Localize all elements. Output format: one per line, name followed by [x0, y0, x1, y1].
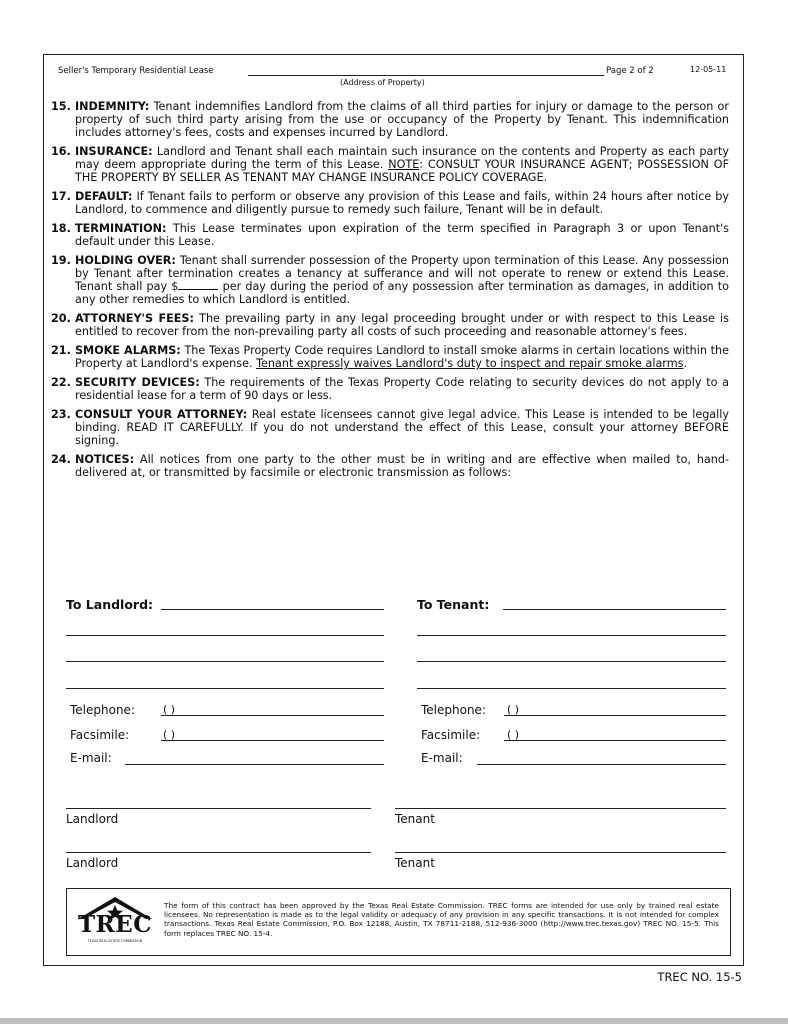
tenant-signature-label-2: Tenant	[395, 856, 435, 870]
paragraph-number: 23.	[51, 408, 71, 421]
form-number: TREC NO. 15-5	[657, 970, 742, 984]
tenant-email-field[interactable]	[477, 764, 726, 765]
paragraph-heading: NOTICES:	[75, 453, 135, 466]
landlord-telephone-label: Telephone:	[70, 703, 135, 717]
landlord-facsimile-area: ( )	[163, 728, 176, 741]
paragraph-text: This Lease terminates upon expiration of the term specified in Paragraph 3 or upon Tenant's default under this Lease.	[75, 222, 729, 248]
tenant-signature-label-1: Tenant	[395, 812, 435, 826]
tenant-signature-line-2[interactable]	[395, 852, 726, 853]
tenant-email-label: E-mail:	[421, 751, 463, 765]
landlord-signature-label-1: Landlord	[66, 812, 119, 826]
tenant-address-line-1[interactable]	[417, 635, 726, 636]
page-header	[58, 66, 730, 90]
paragraph-text: Real estate licensees cannot give legal advice. This Lease is intended to be legally binding. READ IT CAREFULLY. If you do not understand the effect of this Lease, consult your attorney BEFORE signing.	[75, 408, 729, 447]
tenant-signature-line-1[interactable]	[395, 808, 726, 809]
form-date: 12-05-11	[690, 65, 727, 74]
paragraph-heading: SMOKE ALARMS:	[75, 344, 181, 357]
viewer-bottom-bar	[0, 1018, 788, 1024]
landlord-address-line-3[interactable]	[66, 688, 384, 689]
trec-footer-box	[66, 888, 731, 956]
landlord-facsimile-label: Facsimile:	[70, 728, 130, 742]
landlord-telephone-field[interactable]	[161, 715, 384, 716]
property-address-line[interactable]	[248, 75, 604, 76]
paragraph-heading: INSURANCE:	[75, 145, 153, 158]
tenant-telephone-label: Telephone:	[421, 703, 486, 717]
holdover-amount-field[interactable]	[178, 280, 218, 290]
paragraph-text: Tenant indemnifies Landlord from the claims of all third parties for injury or damage to the person or property of such third party arising from the use or occupancy of the Property by Tenant. This indemnification includes attorney's fees, costs and expenses incurred by Landlord.	[75, 100, 729, 139]
paragraph-text: The requirements of the Texas Property Code relating to security devices do not apply to a residential lease for a term of 90 days or less.	[75, 376, 729, 402]
trec-disclaimer: The form of this contract has been approved by the Texas Real Estate Commission. TREC forms are intended for use only by trained real estate licensees. No representation is made as to the legal validity or adequacy of any provision in any specific transactions. It is not intended for complex transactions. Texas Real Estate Commission, P.O. Box 12188, Austin, TX 78711-2188, 512-936-3000 (http://www.trec.texas.gov) TREC NO. 15-5. This form replaces TREC NO. 15-4.	[164, 901, 719, 938]
landlord-signature-line-1[interactable]	[66, 808, 371, 809]
paragraph-number: 15.	[51, 100, 71, 113]
paragraph-text: If Tenant fails to perform or observe any provision of this Lease and fails, within 24 hours after notice by Landlord, to commence and diligently pursue to remedy such failure, Tenant will be in default.	[75, 190, 729, 216]
tenant-facsimile-label: Facsimile:	[421, 728, 481, 742]
paragraph-heading: DEFAULT:	[75, 190, 133, 203]
to-tenant-label: To Tenant:	[417, 597, 490, 612]
tenant-facsimile-area: ( )	[507, 728, 520, 741]
address-caption: (Address of Property)	[340, 78, 425, 87]
page-number: Page 2 of 2	[606, 66, 654, 76]
paragraph-number: 16.	[51, 145, 71, 158]
landlord-signature-label-2: Landlord	[66, 856, 119, 870]
tenant-telephone-field[interactable]	[504, 715, 726, 716]
landlord-email-field[interactable]	[125, 764, 384, 765]
paragraph-heading: SECURITY DEVICES:	[75, 376, 200, 389]
tenant-facsimile-field[interactable]	[504, 740, 726, 741]
landlord-address-line-1[interactable]	[66, 635, 384, 636]
trec-logo-subtitle: TEXAS REAL ESTATE COMMISSION	[87, 939, 143, 943]
tenant-address-line-2[interactable]	[417, 661, 726, 662]
paragraph-text: The prevailing party in any legal proceeding brought under or with respect to this Lease is entitled to recover from the non-prevailing party all costs of such proceeding and reasonable attorney's fees.	[75, 312, 729, 338]
landlord-address-line-2[interactable]	[66, 661, 384, 662]
paragraph-attorneys-fees	[51, 312, 729, 338]
paragraph-insurance	[51, 145, 729, 184]
tenant-telephone-area: ( )	[507, 703, 520, 716]
to-landlord-label: To Landlord:	[66, 597, 154, 612]
paragraph-heading: ATTORNEY'S FEES:	[75, 312, 194, 325]
paragraph-notices	[51, 453, 729, 479]
paragraph-smoke-alarms	[51, 344, 729, 370]
paragraph-number: 24.	[51, 453, 71, 466]
paragraph-indemnity	[51, 100, 729, 139]
paragraph-number: 22.	[51, 376, 71, 389]
paragraph-heading: TERMINATION:	[75, 222, 167, 235]
paragraph-number: 21.	[51, 344, 71, 357]
paragraph-text: : CONSULT YOUR INSURANCE AGENT; POSSESSION OF THE PROPERTY BY SELLER AS TENANT MAY CHANGE INSURANCE POLICY COVERAGE.	[75, 158, 730, 184]
paragraph-termination	[51, 222, 729, 248]
paragraph-security-devices	[51, 376, 729, 402]
form-title: Seller's Temporary Residential Lease	[58, 66, 214, 76]
landlord-telephone-area: ( )	[163, 703, 176, 716]
paragraph-text: The Texas Property Code requires Landlord to install smoke alarms in certain locations within the Property at Landlord's expense.	[75, 344, 729, 370]
paragraph-text: per day during the period of any possession after termination as damages, in addition to any other remedies to which Landlord is entitled.	[75, 280, 729, 306]
paragraph-text: All notices from one party to the other must be in writing and are effective when mailed to, hand-delivered at, or transmitted by facsimile or electronic transmission as follows:	[75, 453, 730, 479]
paragraph-number: 17.	[51, 190, 71, 203]
trec-logo-text: TREC	[77, 911, 153, 938]
landlord-email-label: E-mail:	[70, 751, 112, 765]
paragraph-holding-over	[51, 254, 729, 306]
lease-paragraphs	[51, 100, 729, 485]
landlord-name-field[interactable]	[161, 609, 384, 610]
paragraph-text: .	[683, 357, 688, 370]
paragraph-default	[51, 190, 729, 216]
paragraph-heading: CONSULT YOUR ATTORNEY:	[75, 408, 248, 421]
paragraph-heading: HOLDING OVER:	[75, 254, 176, 267]
paragraph-text: Landlord and Tenant shall each maintain such insurance on the contents and Property as each party may deem appropriate during the term of this Lease.	[75, 145, 729, 171]
paragraph-number: 20.	[51, 312, 71, 325]
tenant-name-field[interactable]	[503, 609, 726, 610]
landlord-signature-line-2[interactable]	[66, 852, 371, 853]
paragraph-heading: INDEMNITY:	[75, 100, 150, 113]
paragraph-consult-attorney	[51, 408, 729, 447]
tenant-address-line-3[interactable]	[417, 688, 726, 689]
paragraph-number: 18.	[51, 222, 71, 235]
paragraph-text: Tenant shall surrender possession of the Property upon termination of this Lease. Any possession by Tenant after termination creates a tenancy at sufferance and will not operate to renew or extend this Lease. Tenant shall pay $	[75, 254, 729, 293]
note-label: NOTE	[388, 158, 420, 171]
paragraph-number: 19.	[51, 254, 71, 267]
landlord-facsimile-field[interactable]	[161, 740, 384, 741]
paragraph-underlined-text: Tenant expressly waives Landlord's duty to inspect and repair smoke alarms	[256, 357, 684, 370]
